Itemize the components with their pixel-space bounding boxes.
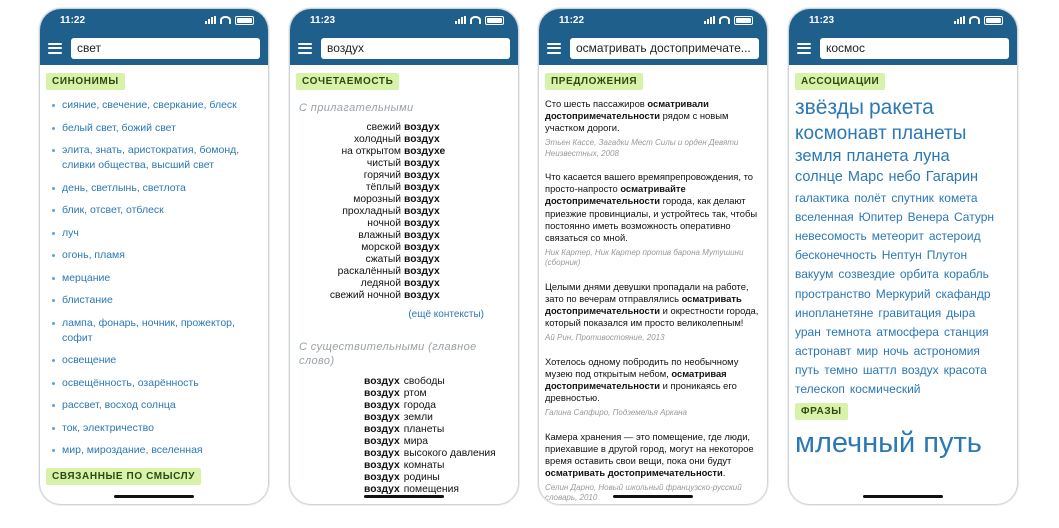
association-row	[795, 191, 1011, 205]
association-link[interactable]: астероид	[928, 229, 981, 244]
noun-row[interactable]	[364, 388, 496, 400]
example-sentence	[545, 98, 761, 159]
synonym-link[interactable]: мерцание	[62, 271, 111, 284]
synonym-link[interactable]: отблеск	[125, 204, 164, 216]
synonym-group: лампа, фонарь, ночник, прожектор, софит	[46, 316, 262, 346]
association-link[interactable]: космический	[849, 382, 921, 397]
association-row	[795, 169, 1011, 186]
noun-row[interactable]	[364, 412, 496, 424]
adjective-row[interactable]	[296, 218, 512, 230]
adjective-word: горячий	[363, 170, 401, 181]
synonym-group: сияние, свечение, сверкание, блеск	[46, 98, 262, 113]
section-badge-related: СВЯЗАННЫЕ ПО СМЫСЛУ	[46, 468, 201, 485]
synonym-link[interactable]: сияние	[62, 99, 97, 111]
synonym-group	[46, 226, 262, 241]
association-link[interactable]: небо	[888, 168, 921, 185]
association-link[interactable]: темнота	[825, 324, 872, 339]
association-link[interactable]: шаттл	[862, 363, 897, 378]
signal-icon	[205, 16, 216, 24]
synonym-group	[46, 271, 262, 286]
home-indicator[interactable]	[863, 495, 943, 498]
headword: воздух	[404, 218, 440, 229]
synonym-link[interactable]: белый свет	[62, 121, 116, 134]
association-link[interactable]: спутник	[891, 190, 934, 205]
app-header	[539, 9, 767, 65]
adjective-row[interactable]	[296, 122, 512, 134]
headword: воздух	[404, 206, 440, 217]
synonym-link[interactable]: день	[62, 181, 86, 194]
sentence-pre: Сто шесть пассажиров	[545, 98, 648, 109]
search-bar	[789, 31, 1017, 65]
app-header	[789, 9, 1017, 65]
sentence-source: Ник Картер, Ник Картер против барона Мутушини (сборник)	[545, 247, 744, 268]
sentence-highlight: осматривать достопримечательности	[545, 292, 742, 317]
synonym-link[interactable]: освещённость	[62, 376, 132, 389]
synonym-link[interactable]: ночник	[141, 316, 175, 329]
adjective-row[interactable]	[296, 158, 512, 170]
menu-icon[interactable]	[298, 43, 312, 54]
headword: воздух	[404, 230, 440, 241]
adjective-word: раскалённый	[337, 266, 401, 277]
status-icons	[455, 16, 504, 25]
synonym-link[interactable]: ток	[62, 421, 78, 434]
noun-row[interactable]	[364, 424, 496, 436]
app-header	[40, 9, 268, 65]
association-link[interactable]: комета	[938, 190, 978, 205]
phone-synonyms	[39, 8, 269, 505]
synonym-link[interactable]: софит	[62, 331, 93, 344]
noun-word: родины	[403, 472, 440, 483]
adjective-word: ледяной	[360, 278, 401, 289]
sentence-source: Галина Сапфиро, Подземелья Аркана	[545, 408, 687, 418]
noun-word: планеты	[403, 424, 445, 435]
synonym-link[interactable]: прожектор	[180, 316, 233, 329]
synonym-group: огонь, пламя	[46, 248, 262, 263]
association-row	[795, 123, 1011, 145]
status-time: 11:23	[809, 14, 835, 26]
association-link[interactable]: созвездие	[838, 267, 895, 282]
sentence-text	[545, 431, 761, 479]
association-link[interactable]: метеорит	[871, 229, 924, 244]
association-link[interactable]: звёзды	[795, 96, 864, 119]
noun-row[interactable]	[364, 436, 496, 448]
noun-row[interactable]	[364, 376, 496, 388]
sentence-post: и проникаясь его древностью.	[545, 379, 737, 403]
association-row	[795, 382, 1011, 396]
adjective-row[interactable]	[296, 254, 512, 266]
synonym-link[interactable]: светлота	[142, 181, 186, 194]
sentence-highlight: осматривать достопримечательности	[545, 466, 723, 478]
headword: воздух	[404, 182, 440, 193]
noun-word: помещения	[403, 484, 459, 495]
synonym-link[interactable]: свечение	[102, 99, 148, 111]
example-sentence	[545, 171, 761, 269]
synonym-link[interactable]: луч	[62, 226, 79, 239]
sentence-text	[545, 356, 761, 404]
adjective-word: тёплый	[365, 182, 401, 193]
association-link[interactable]: астрономия	[913, 344, 980, 358]
association-link[interactable]: ракета	[868, 96, 934, 119]
search-bar	[40, 31, 268, 65]
adjective-word: холодный	[353, 134, 401, 145]
synonym-link[interactable]: светлынь	[91, 181, 137, 194]
sentence-text	[545, 98, 761, 134]
synonym-link[interactable]: бомонд	[199, 144, 237, 156]
synonym-link[interactable]: элита	[62, 144, 90, 156]
adjective-word: свежий ночной	[329, 290, 401, 301]
sentence-post: и окрестности города, который показался им просто великолепным!	[545, 305, 759, 329]
association-link[interactable]: солнце	[795, 168, 843, 185]
association-link[interactable]: Меркурий	[875, 286, 931, 301]
association-link[interactable]: космонавт	[795, 122, 887, 144]
association-link[interactable]: воздух	[901, 363, 939, 378]
search-input[interactable]: космос	[820, 38, 1009, 59]
synonym-group: день, светлынь, светлота	[46, 181, 262, 196]
synonym-link[interactable]: высший свет	[151, 159, 215, 171]
sentence-pre: Целыми днями девушки пропадали на работе, зато по вечерам отправлялись	[545, 280, 749, 304]
adjective-word: прохладный	[342, 206, 401, 217]
synonym-link[interactable]: мироздание	[86, 444, 146, 456]
wifi-icon	[470, 16, 481, 24]
sentence-source: Ай Рин, Противостояние, 2013	[545, 333, 665, 343]
association-link[interactable]: невесомость	[795, 229, 867, 244]
section-badge-collocations: СОЧЕТАЕМОСТЬ	[296, 73, 399, 90]
noun-row[interactable]	[364, 448, 496, 460]
headword: воздух	[364, 424, 400, 435]
battery-icon	[485, 16, 504, 25]
association-row	[795, 248, 1011, 262]
association-link[interactable]: путь	[795, 363, 820, 378]
association-link[interactable]: Марс	[847, 168, 884, 185]
menu-icon[interactable]	[48, 43, 62, 54]
headword: воздух	[364, 460, 400, 471]
synonym-link[interactable]: рассвет	[62, 399, 99, 411]
adjective-word: чистый	[366, 158, 401, 169]
section-nouns-title: С существительными (главное слово)	[299, 341, 477, 367]
noun-row[interactable]	[364, 472, 496, 484]
headword: воздух	[404, 158, 440, 169]
sentence-list	[545, 98, 761, 504]
synonym-group: мир, мироздание, вселенная	[46, 443, 262, 458]
association-row	[795, 363, 1011, 377]
headword: воздух	[364, 400, 400, 411]
phone-associations	[788, 8, 1018, 505]
headword: воздухе	[404, 146, 446, 157]
association-link[interactable]: вакуум	[795, 267, 834, 282]
noun-row[interactable]	[364, 400, 496, 412]
sentence-pre: Что касается вашего времяпрепровождения, то просто-напросто	[545, 171, 753, 195]
adjective-row[interactable]	[296, 290, 512, 302]
synonym-group: ток, электричество	[46, 421, 262, 436]
associations-content	[789, 65, 1017, 505]
association-link[interactable]: корабль	[943, 267, 989, 282]
search-input[interactable]: воздух	[321, 38, 510, 59]
headword: воздух	[404, 122, 440, 133]
status-time: 11:22	[559, 14, 585, 26]
status-bar	[290, 9, 518, 31]
association-row	[795, 325, 1011, 339]
section-badge-sentences: ПРЕДЛОЖЕНИЯ	[545, 73, 643, 90]
association-link[interactable]: красота	[943, 363, 987, 378]
sentence-pre: Камера хранения — это помещение, где люди, приехавшие в другой город, могут на некоторое время оставить свои вещи, пока они будут	[545, 430, 754, 466]
section-adjectives-title: С прилагательными	[299, 102, 414, 114]
association-link[interactable]: астронавт	[795, 344, 852, 358]
association-link[interactable]: орбита	[899, 267, 939, 282]
association-link[interactable]: станция	[943, 324, 989, 339]
synonym-link[interactable]: блеск	[209, 99, 237, 111]
association-cloud	[795, 96, 1011, 396]
noun-word: города	[403, 400, 436, 411]
synonym-link[interactable]: знать	[95, 144, 123, 156]
headword: воздух	[364, 436, 400, 447]
signal-icon	[704, 16, 715, 24]
sentences-content	[539, 65, 767, 505]
sentence-text	[545, 281, 761, 329]
association-row	[795, 287, 1011, 301]
adjective-row[interactable]	[296, 242, 512, 254]
battery-icon	[984, 16, 1003, 25]
association-link[interactable]: гравитация	[878, 305, 942, 320]
association-link[interactable]: земля	[795, 147, 842, 166]
adjective-row[interactable]	[296, 170, 512, 182]
phone-collocations	[289, 8, 519, 505]
headword: воздух	[364, 412, 400, 423]
status-time: 11:22	[60, 14, 86, 26]
association-row	[795, 147, 1011, 166]
sentence-post: рядом с новым участком дороги.	[545, 110, 729, 134]
association-link[interactable]: уран	[795, 324, 821, 339]
synonym-link[interactable]: огонь	[62, 249, 89, 261]
association-link[interactable]: галактика	[795, 190, 850, 205]
synonym-link[interactable]: освещение	[62, 354, 117, 366]
adjective-word: морозный	[353, 194, 401, 205]
association-row	[795, 306, 1011, 320]
association-link[interactable]: Сатурн	[954, 209, 995, 224]
synonym-group	[46, 353, 262, 368]
status-bar	[789, 9, 1017, 31]
noun-word: высокого давления	[403, 448, 496, 459]
association-link[interactable]: Юпитер	[858, 209, 903, 224]
noun-word: мира	[403, 436, 429, 447]
wifi-icon	[719, 16, 730, 24]
association-link[interactable]: ночь	[883, 344, 909, 358]
association-link[interactable]: темно	[824, 363, 858, 378]
association-link[interactable]: вселенная	[795, 209, 854, 224]
synonym-link[interactable]: пламя	[94, 249, 125, 261]
headword: воздух	[364, 484, 400, 495]
adjective-word: морской	[361, 242, 401, 253]
status-icons	[954, 16, 1003, 25]
more-contexts-link[interactable]: (ещё контексты)	[408, 309, 484, 320]
association-link[interactable]: инопланетяне	[795, 305, 874, 320]
adjective-word: влажный	[358, 230, 401, 241]
headword: воздух	[404, 266, 440, 277]
synonym-group: рассвет, восход солнца	[46, 398, 262, 413]
headword: воздух	[404, 134, 440, 145]
home-indicator[interactable]	[114, 495, 194, 498]
example-sentence	[545, 431, 761, 504]
search-bar	[290, 31, 518, 65]
association-link[interactable]: Плутон	[926, 248, 968, 263]
adjective-row[interactable]	[296, 278, 512, 290]
battery-icon	[235, 16, 254, 25]
synonym-link[interactable]: блистание	[62, 294, 113, 306]
adjective-table	[296, 122, 512, 302]
headword: воздух	[404, 194, 440, 205]
synonym-link[interactable]: вселенная	[151, 444, 203, 456]
synonym-list	[46, 98, 262, 458]
synonym-group	[46, 293, 262, 308]
headword: воздух	[364, 388, 400, 399]
wifi-icon	[220, 16, 231, 24]
association-link[interactable]: полёт	[854, 190, 887, 205]
synonym-link[interactable]: блик	[62, 204, 85, 216]
headword: воздух	[364, 472, 400, 483]
synonym-link[interactable]: божий свет	[121, 121, 176, 134]
status-icons	[205, 16, 254, 25]
association-link[interactable]: планета	[846, 147, 909, 166]
sentence-highlight: осматривайте достопримечательности	[545, 183, 686, 207]
association-row	[795, 229, 1011, 243]
menu-icon[interactable]	[797, 43, 811, 54]
section-badge-phrases: ФРАЗЫ	[795, 403, 848, 420]
noun-word: свободы	[403, 376, 445, 387]
noun-word: земли	[403, 412, 433, 423]
synonym-group: блик, отсвет, отблеск	[46, 203, 262, 218]
synonym-group: элита, знать, аристократия, бомонд, сливки общества, высший свет	[46, 143, 262, 173]
sentence-source: Селин Дарно, Новый школьный французско-русский словарь, 2010	[545, 482, 742, 503]
headword: воздух	[404, 254, 440, 265]
association-link[interactable]: пространство	[795, 286, 871, 301]
association-link[interactable]: скафандр	[935, 286, 991, 301]
synonyms-content	[40, 65, 268, 505]
sentence-post: города, как делают приезжие провинциалы, и устройтесь так, чтобы постоянно иметь возможность оперативно связаться со мной.	[545, 195, 758, 243]
synonym-link[interactable]: электричество	[82, 421, 154, 434]
adjective-row[interactable]	[296, 182, 512, 194]
signal-icon	[954, 16, 965, 24]
adjective-row[interactable]	[296, 194, 512, 206]
adjective-row[interactable]	[296, 206, 512, 218]
home-indicator[interactable]	[613, 495, 693, 498]
synonym-group: белый свет, божий свет	[46, 121, 262, 136]
synonym-link[interactable]: сверкание	[153, 99, 204, 111]
headword: воздух	[404, 278, 440, 289]
synonym-group: освещённость, озарённость	[46, 376, 262, 391]
synonym-link[interactable]: восход солнца	[104, 399, 176, 411]
synonym-link[interactable]: фонарь	[98, 316, 136, 329]
adjective-row[interactable]	[296, 230, 512, 242]
phrase-link[interactable]: млечный путь	[795, 427, 982, 460]
search-input[interactable]: осматривать достопримечате...	[570, 38, 759, 59]
synonym-link[interactable]: мир	[62, 444, 81, 456]
sentence-text	[545, 171, 761, 244]
section-badge-synonyms: СИНОНИМЫ	[46, 73, 125, 90]
association-link[interactable]: Венера	[907, 209, 949, 224]
association-link[interactable]: Нептун	[881, 248, 922, 263]
noun-word: ртом	[403, 388, 427, 399]
status-time: 11:23	[310, 14, 336, 26]
synonym-link[interactable]: лампа	[62, 316, 93, 329]
signal-icon	[455, 16, 466, 24]
headword: воздух	[404, 290, 440, 301]
noun-table	[364, 376, 496, 496]
adjective-row[interactable]	[296, 146, 512, 158]
sentence-highlight: осматривали достопримечательности	[545, 98, 709, 122]
noun-row[interactable]	[364, 460, 496, 472]
wifi-icon	[969, 16, 980, 24]
synonym-link[interactable]: сливки общества	[62, 159, 146, 171]
search-bar	[539, 31, 767, 65]
collocations-content	[290, 65, 518, 505]
sentence-pre: Хотелось одному побродить по необычному музею под открытым небом,	[545, 355, 739, 379]
headword: воздух	[364, 448, 400, 459]
search-input[interactable]: свет	[71, 38, 260, 59]
status-bar	[539, 9, 767, 31]
app-header	[290, 9, 518, 65]
headword: воздух	[404, 242, 440, 253]
sentence-post: .	[722, 466, 726, 478]
association-row	[795, 210, 1011, 224]
adjective-word: свежий	[366, 122, 401, 133]
sentence-highlight: осматривая достопримечательности	[545, 367, 727, 391]
adjective-word: сжатый	[365, 254, 401, 265]
adjective-row[interactable]	[296, 134, 512, 146]
association-link[interactable]: Гагарин	[925, 168, 979, 185]
adjective-word: на открытом	[341, 146, 401, 157]
noun-word: комнаты	[403, 460, 445, 471]
association-row	[795, 267, 1011, 281]
association-link[interactable]: атмосфера	[876, 324, 939, 339]
example-sentence	[545, 281, 761, 344]
association-link[interactable]: мир	[856, 344, 879, 358]
adjective-word: ночной	[367, 218, 401, 229]
phone-sentences	[538, 8, 768, 505]
synonym-link[interactable]: озарённость	[137, 376, 199, 389]
association-row	[795, 96, 1011, 121]
synonym-link[interactable]: аристократия	[127, 144, 194, 156]
adjective-row[interactable]	[296, 266, 512, 278]
association-row	[795, 344, 1011, 358]
association-link[interactable]: дыра	[946, 305, 976, 320]
home-indicator[interactable]	[364, 495, 444, 498]
sentence-source: Этьен Кассе, Загадки Мест Силы и орден Девяти Неизвестных, 2008	[545, 138, 739, 158]
association-link[interactable]: телескоп	[795, 382, 845, 397]
menu-icon[interactable]	[547, 43, 561, 54]
section-badge-associations: АССОЦИАЦИИ	[795, 73, 885, 90]
status-icons	[704, 16, 753, 25]
headword: воздух	[404, 170, 440, 181]
association-link[interactable]: луна	[913, 147, 950, 166]
battery-icon	[734, 16, 753, 25]
headword: воздух	[364, 376, 400, 387]
status-bar	[40, 9, 268, 31]
association-link[interactable]: планеты	[891, 122, 967, 144]
example-sentence	[545, 356, 761, 419]
synonym-link[interactable]: отсвет	[89, 204, 121, 216]
association-link[interactable]: бесконечность	[795, 248, 877, 263]
